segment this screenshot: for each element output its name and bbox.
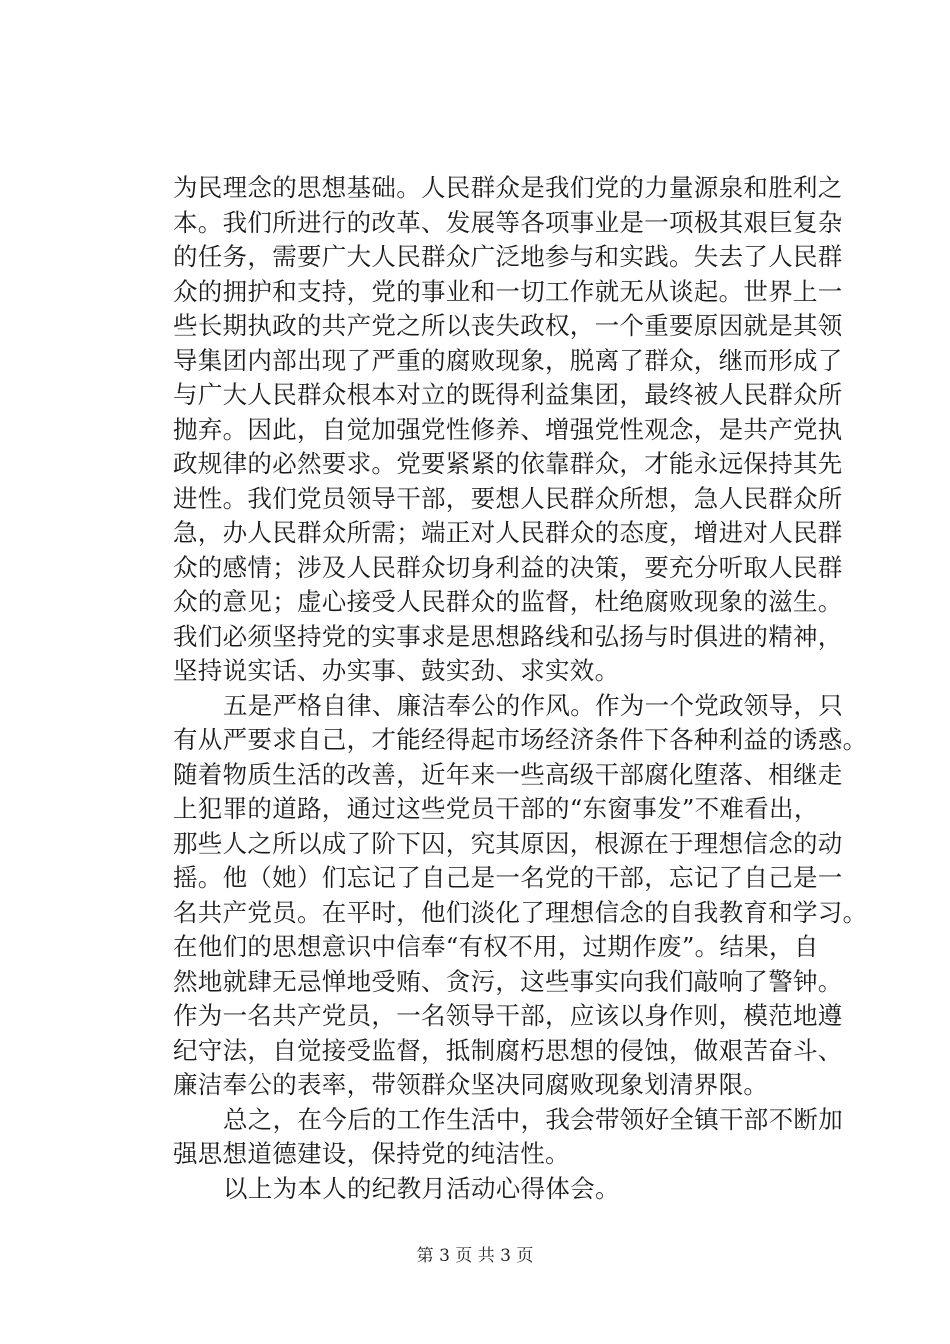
text-line: 有从严要求自己，才能经得起市场经济条件下各种利益的诱惑。 bbox=[173, 725, 868, 754]
text-line: 众的意见；虚心接受人民群众的监督，杜绝腐败现象的滋生。 bbox=[173, 587, 843, 616]
text-line: 然地就肆无忌惮地受贿、贪污，这些事实向我们敲响了警钟。 bbox=[173, 966, 843, 996]
text-line: 抛弃。因此，自觉加强党性修养、增强党性观念，是共产党执 bbox=[173, 414, 843, 444]
text-line: 在他们的思想意识中信奉“有权不用，过期作废”。结果，自 bbox=[173, 932, 819, 961]
text-line: 作为一名共产党员，一名领导干部，应该以身作则，模范地遵 bbox=[173, 1001, 843, 1030]
text-line: 那些人之所以成了阶下囚，究其原因，根源在于理想信念的动 bbox=[173, 828, 843, 858]
text-line: 众的拥护和支持，党的事业和一切工作就无从谈起。世界上一 bbox=[173, 276, 843, 306]
text-line: 我们必须坚持党的实事求是思想路线和弘扬与时俱进的精神， bbox=[173, 621, 843, 651]
text-line: 名共产党员。在平时，他们淡化了理想信念的自我教育和学习。 bbox=[173, 897, 868, 927]
text-line: 的任务，需要广大人民群众广泛地参与和实践。失去了人民群 bbox=[173, 242, 843, 271]
document-body bbox=[173, 171, 868, 1206]
text-line: 政规律的必然要求。党要紧紧的依靠群众，才能永远保持其先 bbox=[173, 449, 843, 478]
text-line: 急，办人民群众所需；端正对人民群众的态度，增进对人民群 bbox=[173, 518, 843, 547]
text-line: 摇。他（她）们忘记了自己是一名党的干部，忘记了自己是一 bbox=[173, 863, 843, 892]
paragraph-start-line: 总之，在今后的工作生活中，我会带领好全镇干部不断加 bbox=[223, 1104, 843, 1134]
text-line: 本。我们所进行的改革、发展等各项事业是一项极其艰巨复杂 bbox=[173, 207, 843, 237]
paragraph-start-line: 五是严格自律、廉洁奉公的作风。作为一个党政领导，只 bbox=[223, 690, 843, 720]
text-line: 众的感情；涉及人民群众切身利益的决策，要充分听取人民群 bbox=[173, 552, 843, 582]
text-line: 廉洁奉公的表率，带领群众坚决同腐败现象划清界限。 bbox=[173, 1070, 769, 1099]
text-line: 为民理念的思想基础。人民群众是我们党的力量源泉和胜利之 bbox=[173, 173, 843, 202]
text-line: 进性。我们党员领导干部，要想人民群众所想，急人民群众所 bbox=[173, 483, 843, 513]
text-line: 些长期执政的共产党之所以丧失政权，一个重要原因就是其领 bbox=[173, 311, 843, 340]
text-line: 纪守法，自觉接受监督，抵制腐朽思想的侵蚀，做艰苦奋斗、 bbox=[173, 1035, 843, 1065]
text-line: 上犯罪的道路，通过这些党员干部的“东窗事发”不难看出， bbox=[173, 794, 819, 823]
text-line: 强思想道德建设，保持党的纯洁性。 bbox=[173, 1139, 570, 1168]
page-number-footer: 第 3 页 共 3 页 bbox=[416, 1246, 534, 1266]
text-line: 随着物质生活的改善，近年来一些高级干部腐化堕落、相继走 bbox=[173, 759, 843, 789]
text-line: 与广大人民群众根本对立的既得利益集团，最终被人民群众所 bbox=[173, 380, 843, 409]
text-line: 导集团内部出现了严重的腐败现象，脱离了群众，继而形成了 bbox=[173, 345, 843, 375]
text-line: 坚持说实话、办实事、鼓实劲、求实效。 bbox=[173, 656, 620, 685]
paragraph-start-line: 以上为本人的纪教月活动心得体会。 bbox=[223, 1173, 620, 1203]
